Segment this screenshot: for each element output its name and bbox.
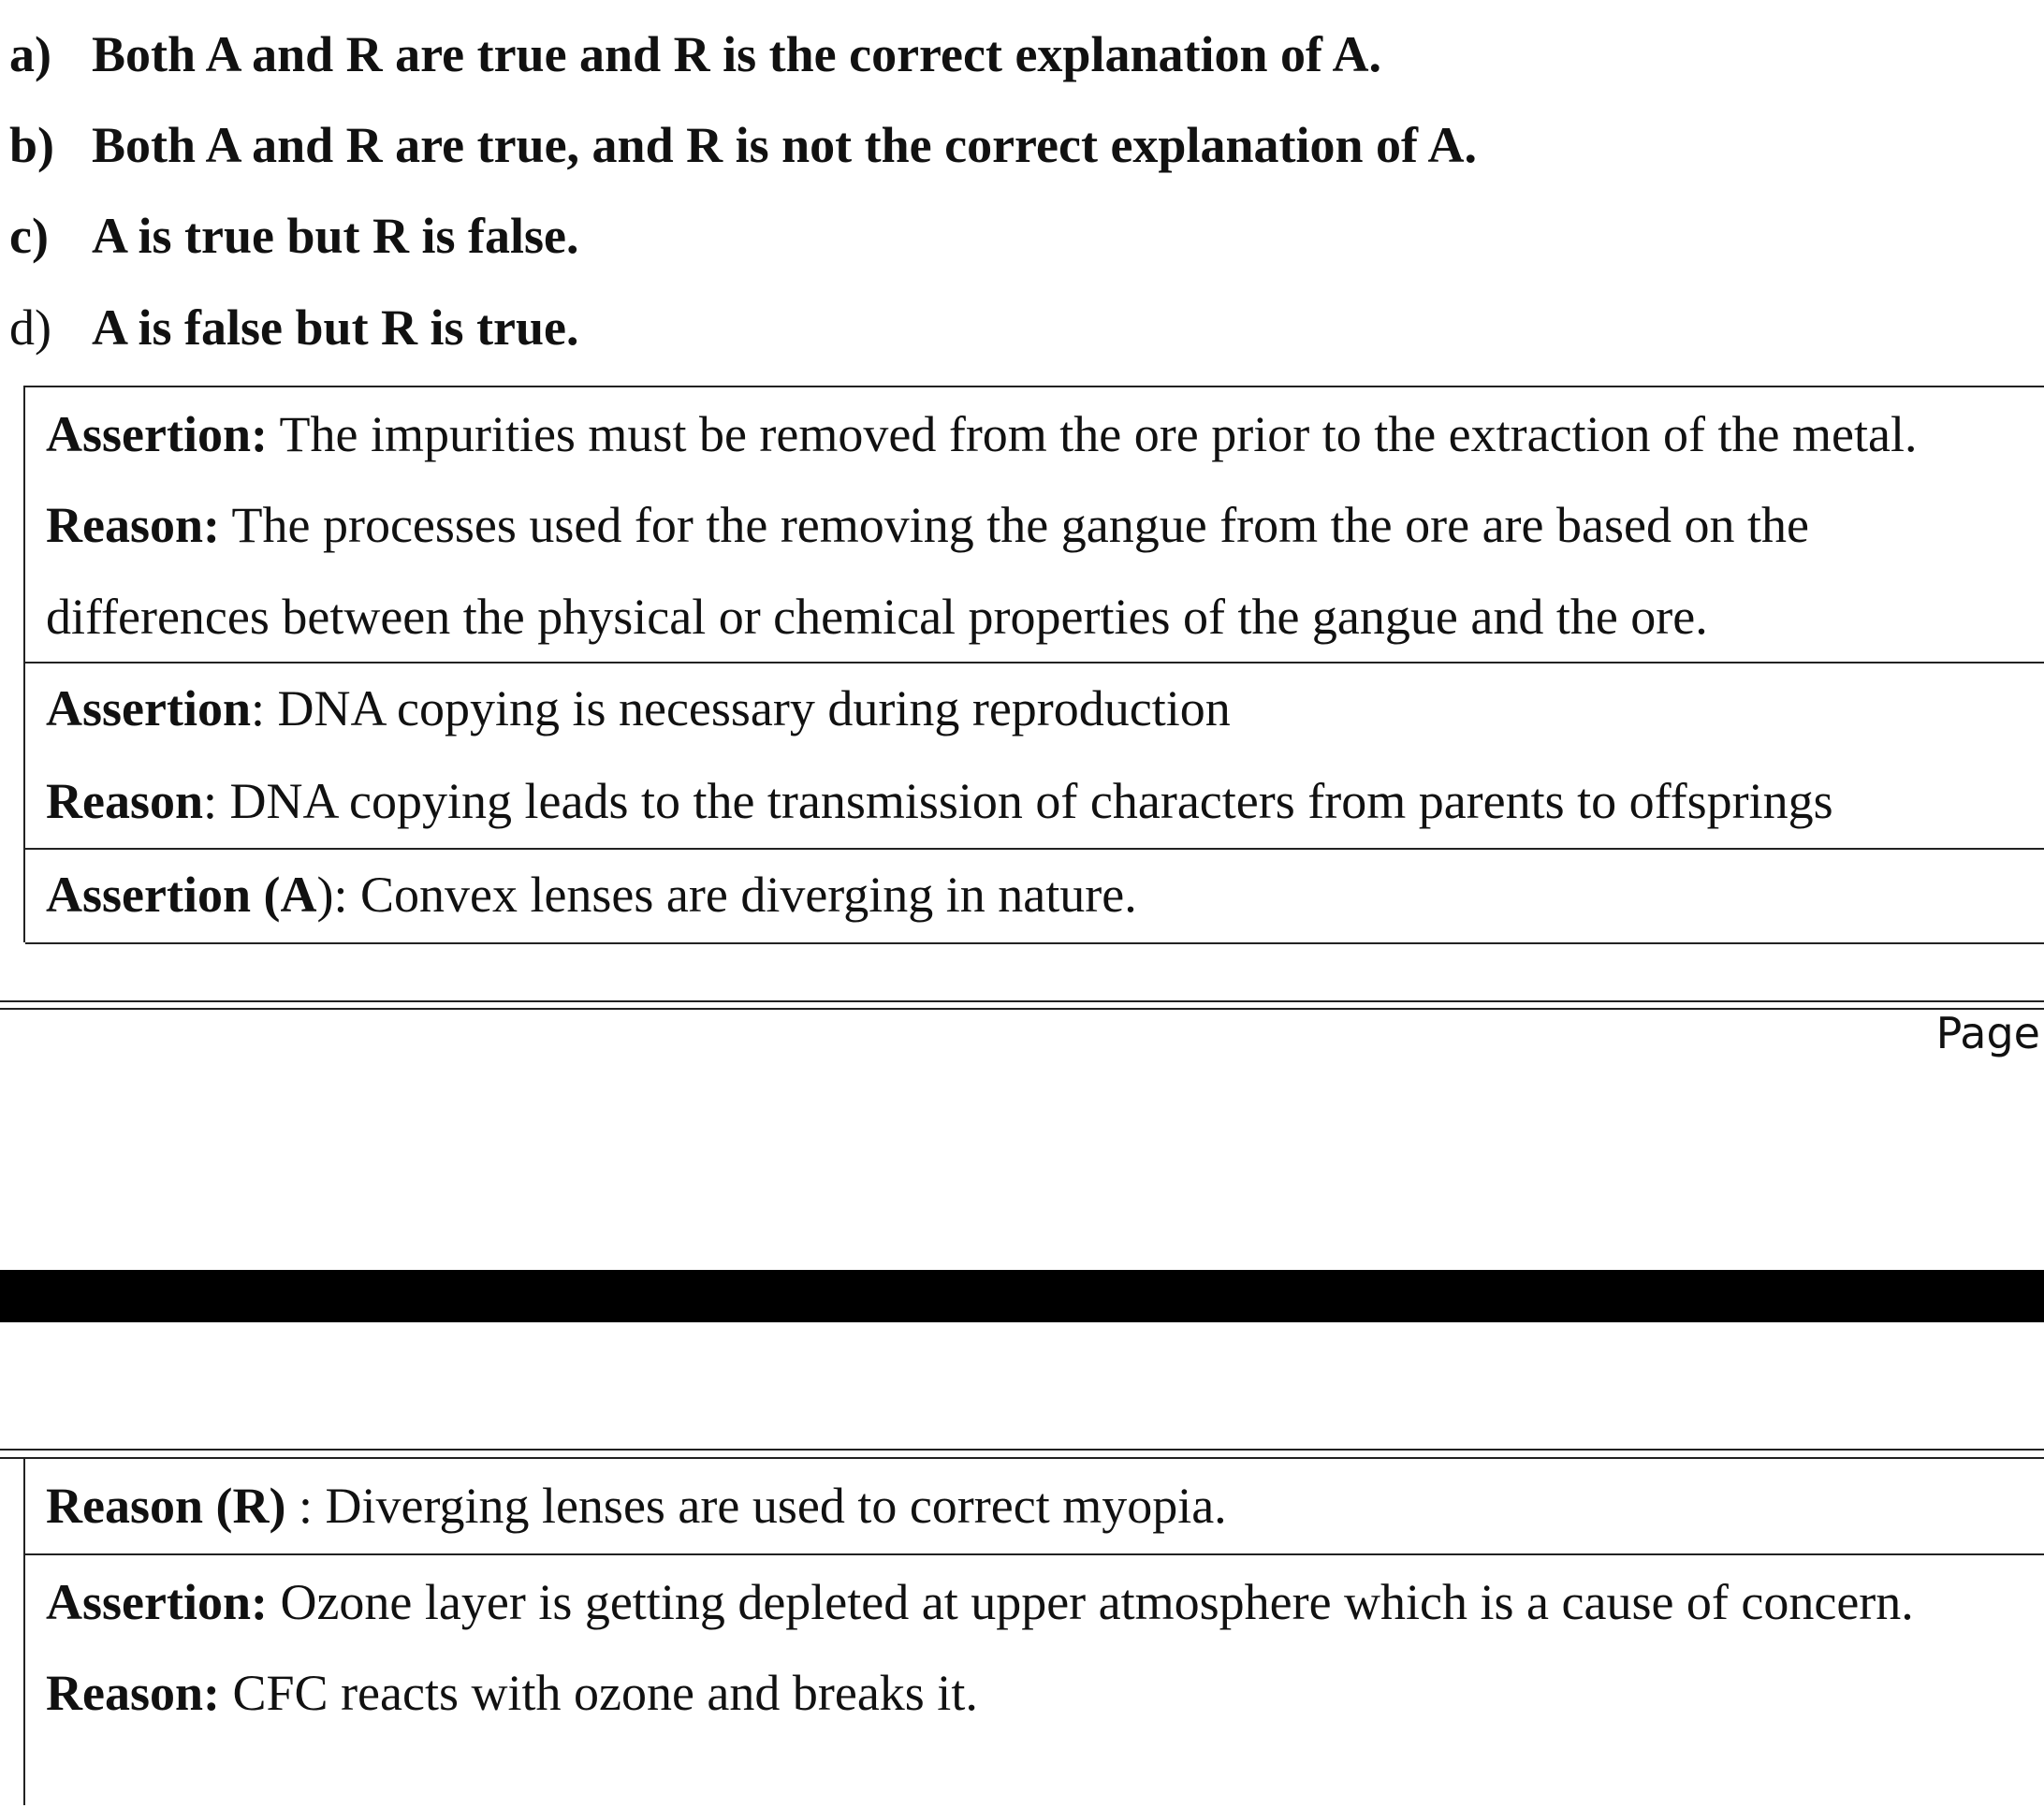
- option-letter: a): [9, 26, 51, 82]
- reason-text: : Diverging lenses are used to correct myopia.: [285, 1478, 1227, 1534]
- question-row-ore: [25, 386, 2044, 663]
- reason-text: The processes used for the removing the gangue from the ore are based on the: [220, 497, 1809, 553]
- option-letter: c): [9, 208, 49, 264]
- assertion-label: Assertion:: [46, 406, 268, 462]
- assertion-text: The impurities must be removed from the ore prior to the extraction of the metal.: [267, 406, 1918, 462]
- assertion-line: [46, 857, 1137, 932]
- reason-label: Reason (R): [46, 1478, 286, 1534]
- option-text: A is true but R is false.: [92, 208, 579, 264]
- reason-label: Reason:: [46, 497, 220, 553]
- option-a: [9, 17, 1381, 92]
- page-label: Page: [1935, 1008, 2040, 1058]
- question-row-ozone: [25, 1553, 2044, 1808]
- reason-text: differences between the physical or chemical properties of the gangue and the ore.: [46, 589, 1708, 645]
- reason-line: [46, 764, 1833, 838]
- question-row-dna: [25, 662, 2044, 850]
- option-text: Both A and R are true, and R is not the correct explanation of A.: [92, 117, 1478, 173]
- assertion-line: [46, 671, 1231, 746]
- assertion-label: Assertion:: [46, 1574, 268, 1630]
- assertion-text: Ozone layer is getting depleted at upper atmosphere which is a cause of concern.: [267, 1574, 1914, 1630]
- question-table-bottom: [23, 1459, 2044, 1805]
- reason-line: [46, 1655, 978, 1730]
- footer-rule: [0, 1008, 2044, 1010]
- assertion-text: : DNA copying is necessary during reproduction: [250, 680, 1231, 736]
- reason-label: Reason: [46, 773, 204, 829]
- option-text: A is false but R is true.: [92, 299, 579, 356]
- assertion-line: [46, 397, 1917, 472]
- option-letter: b): [9, 117, 55, 173]
- question-row-lens-assertion: [25, 848, 2044, 944]
- option-b: [9, 108, 1477, 182]
- reason-line: [46, 488, 1809, 562]
- reason-text: : DNA copying leads to the transmission of characters from parents to offsprings: [203, 773, 1833, 829]
- assertion-label: Assertion (A: [46, 867, 317, 923]
- option-letter: d): [9, 299, 51, 356]
- reason-line: [46, 1468, 1227, 1543]
- question-table-top: [23, 386, 2044, 942]
- page-break-band: [0, 1270, 2044, 1322]
- assertion-label: Assertion: [46, 680, 251, 736]
- option-c: [9, 198, 579, 273]
- header-rule: [0, 1449, 2044, 1451]
- reason-line-continued: [46, 579, 1708, 654]
- footer-rule: [0, 1000, 2044, 1002]
- question-row-lens-reason: [25, 1459, 2044, 1553]
- reason-label: Reason:: [46, 1665, 220, 1721]
- assertion-line: [46, 1565, 1914, 1640]
- option-d: [9, 290, 579, 365]
- option-text: Both A and R are true and R is the correct explanation of A.: [92, 26, 1382, 82]
- assertion-text: ): Convex lenses are diverging in nature.: [316, 867, 1137, 923]
- reason-text: CFC reacts with ozone and breaks it.: [220, 1665, 978, 1721]
